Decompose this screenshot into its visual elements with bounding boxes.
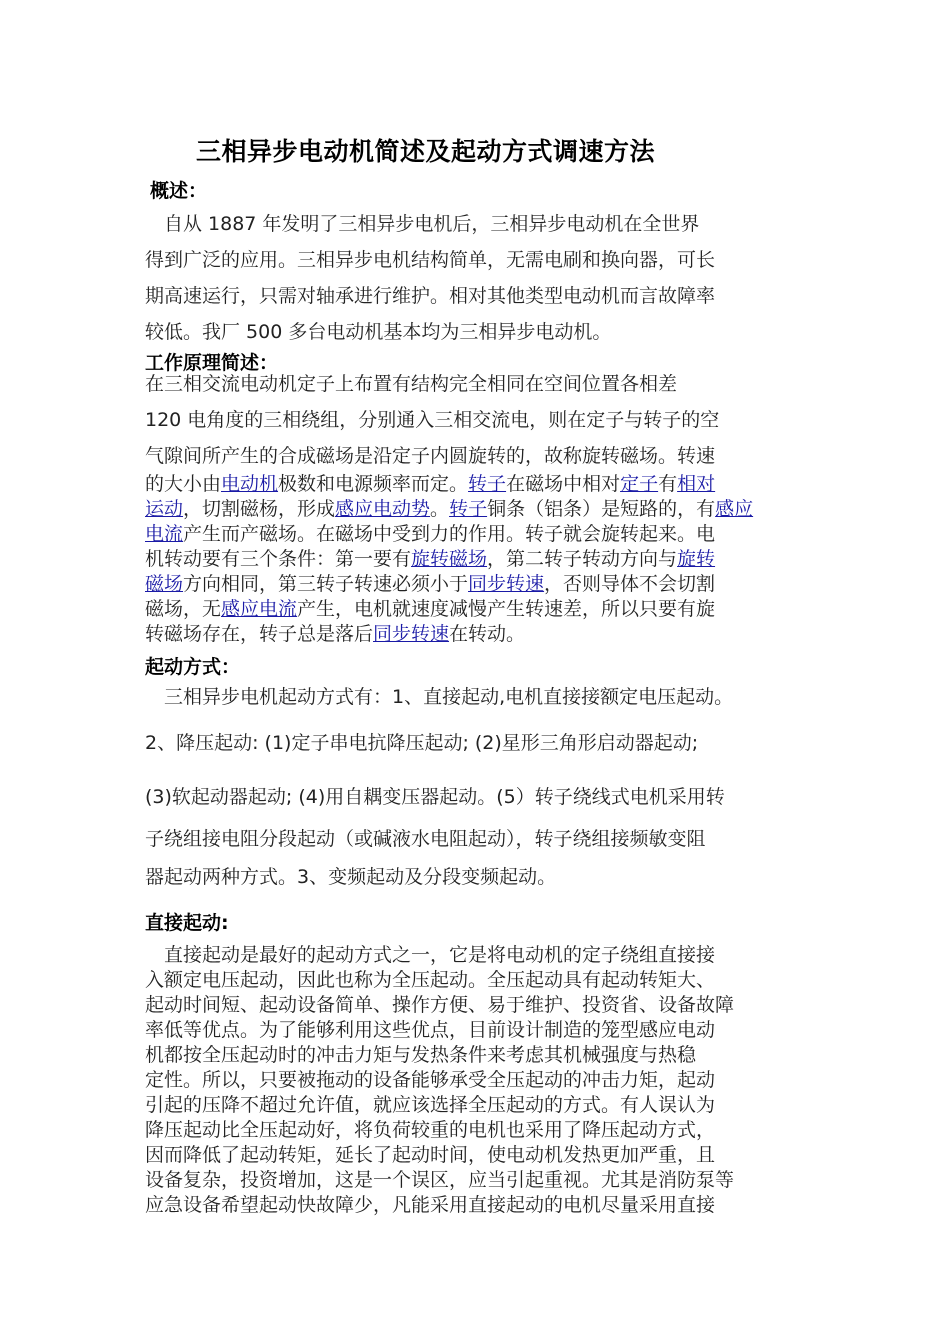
- paragraph-line: 气隙间所产生的合成磁场是沿定子内圆旋转的，故称旋转磁场。转速: [145, 445, 716, 467]
- text-run: 极数和电源频率而定。: [278, 473, 469, 495]
- text-run: 的大小由: [145, 473, 222, 495]
- paragraph-line: 设备复杂，投资增加，这是一个误区，应当引起重视。尤其是消防泵等: [145, 1169, 735, 1191]
- paragraph-line: 起动时间短、起动设备简单、操作方便、易于维护、投资省、设备故障: [145, 994, 735, 1016]
- link-relative-motion[interactable]: 相对: [677, 473, 716, 495]
- paragraph-line: [145, 522, 815, 547]
- text-run: 在转动。: [449, 623, 526, 645]
- link-induced-current[interactable]: 感应电流: [221, 598, 298, 620]
- text-run: ，第二转子转动方向与: [487, 548, 678, 570]
- principle-heading: 工作原理简述：: [145, 352, 279, 374]
- text-run: 转磁场存在，转子总是落后: [145, 623, 374, 645]
- principle-paragraph-a: [145, 366, 815, 474]
- paragraph-line: 器起动两种方式。3、变频起动及分段变频起动。: [145, 866, 557, 888]
- text-run: 机转动要有三个条件：第一要有: [145, 548, 412, 570]
- link-relative-motion[interactable]: 运动: [145, 498, 184, 520]
- link-rotating-field[interactable]: 磁场: [145, 573, 184, 595]
- link-rotating-field[interactable]: 旋转磁场: [411, 548, 488, 570]
- text-run: 有: [658, 473, 678, 495]
- direct-start-paragraph: [145, 943, 815, 1218]
- paragraph-line: 引起的压降不超过允许值，就应该选择全压起动的方式。有人误认为: [145, 1094, 716, 1116]
- paragraph-line: [145, 572, 815, 597]
- direct-start-heading: 直接起动:: [145, 912, 229, 934]
- link-stator[interactable]: 定子: [620, 473, 659, 495]
- paragraph-line: [145, 597, 815, 622]
- link-synchronous-speed[interactable]: 同步转速: [373, 623, 450, 645]
- paragraph-line: 120 电角度的三相绕组，分别通入三相交流电，则在定子与转子的空: [145, 409, 720, 431]
- text-run: 在磁场中相对: [506, 473, 621, 495]
- paragraph-line: (3)软起动器起动; (4)用自耦变压器起动。(5）转子绕线式电机采用转: [145, 786, 725, 808]
- text-run: 磁场，无: [145, 598, 222, 620]
- paragraph-line: 在三相交流电动机定子上布置有结构完全相同在空间位置各相差: [145, 373, 678, 395]
- paragraph-line: 因而降低了起动转矩，延长了起动时间，使电动机发热更加严重，且: [145, 1144, 716, 1166]
- starting-paragraph: [145, 674, 845, 896]
- text-run: 产生，电机就速度减慢产生转速差，所以只要有旋: [297, 598, 716, 620]
- text-run: 产生而产磁场。在磁场中受到力的作用。转子就会旋转起来。电: [183, 523, 716, 545]
- text-run: 。: [430, 498, 450, 520]
- paragraph-line: 三相异步电机起动方式有：1、直接起动,电机直接接额定电压起动。: [145, 686, 734, 708]
- paragraph-line: 降压起动比全压起动好，将负荷较重的电机也采用了降压起动方式，: [145, 1119, 716, 1141]
- overview-paragraph: [145, 206, 815, 350]
- paragraph-line: 入额定电压起动，因此也称为全压起动。全压起动具有起动转矩大、: [145, 969, 716, 991]
- link-synchronous-speed[interactable]: 同步转速: [468, 573, 545, 595]
- link-motor[interactable]: 电动机: [221, 473, 279, 495]
- link-induced-emf[interactable]: 感应电动势: [335, 498, 431, 520]
- paragraph-line: 期高速运行，只需对轴承进行维护。相对其他类型电动机而言故障率: [145, 285, 716, 307]
- link-rotor[interactable]: 转子: [449, 498, 488, 520]
- link-induced-current[interactable]: 感应: [715, 498, 754, 520]
- paragraph-line: 直接起动是最好的起动方式之一，它是将电动机的定子绕组直接接: [145, 944, 716, 966]
- paragraph-line: 较低。我厂 500 多台电动机基本均为三相异步电动机。: [145, 321, 612, 343]
- link-rotating-field[interactable]: 旋转: [677, 548, 716, 570]
- principle-paragraph-b: [145, 472, 815, 647]
- paragraph-line: 子绕组接电阻分段起动（或碱液水电阻起动），转子绕组接频敏变阻: [145, 828, 706, 850]
- paragraph-line: [145, 472, 815, 497]
- link-induced-current[interactable]: 电流: [145, 523, 184, 545]
- paragraph-line: 2、降压起动: (1)定子串电抗降压起动; (2)星形三角形启动器起动;: [145, 732, 699, 754]
- text-run: ，切割磁杨，形成: [183, 498, 336, 520]
- paragraph-line: [145, 622, 815, 647]
- paragraph-line: 定性。所以，只要被拖动的设备能够承受全压起动的冲击力矩，起动: [145, 1069, 716, 1091]
- paragraph-line: 自从 1887 年发明了三相异步电机后，三相异步电动机在全世界: [145, 213, 700, 235]
- link-rotor[interactable]: 转子: [468, 473, 507, 495]
- paragraph-line: 得到广泛的应用。三相异步电机结构简单，无需电刷和换向器，可长: [145, 249, 716, 271]
- paragraph-line: 应急设备希望起动快故障少，凡能采用直接起动的电机尽量采用直接: [145, 1194, 716, 1216]
- overview-heading: 概述：: [150, 180, 208, 202]
- paragraph-line: [145, 497, 815, 522]
- document-title: 三相异步电动机简述及起动方式调速方法: [196, 137, 656, 166]
- paragraph-line: [145, 547, 815, 572]
- text-run: 铜条（铝条）是短路的，有: [487, 498, 716, 520]
- starting-heading: 起动方式：: [145, 656, 241, 678]
- text-run: 方向相同，第三转子转速必须小于: [183, 573, 469, 595]
- paragraph-line: 机都按全压起动时的冲击力矩与发热条件来考虑其机械强度与热稳: [145, 1044, 697, 1066]
- paragraph-line: 率低等优点。为了能够利用这些优点，目前设计制造的笼型感应电动: [145, 1019, 716, 1041]
- text-run: ，否则导体不会切割: [544, 573, 716, 595]
